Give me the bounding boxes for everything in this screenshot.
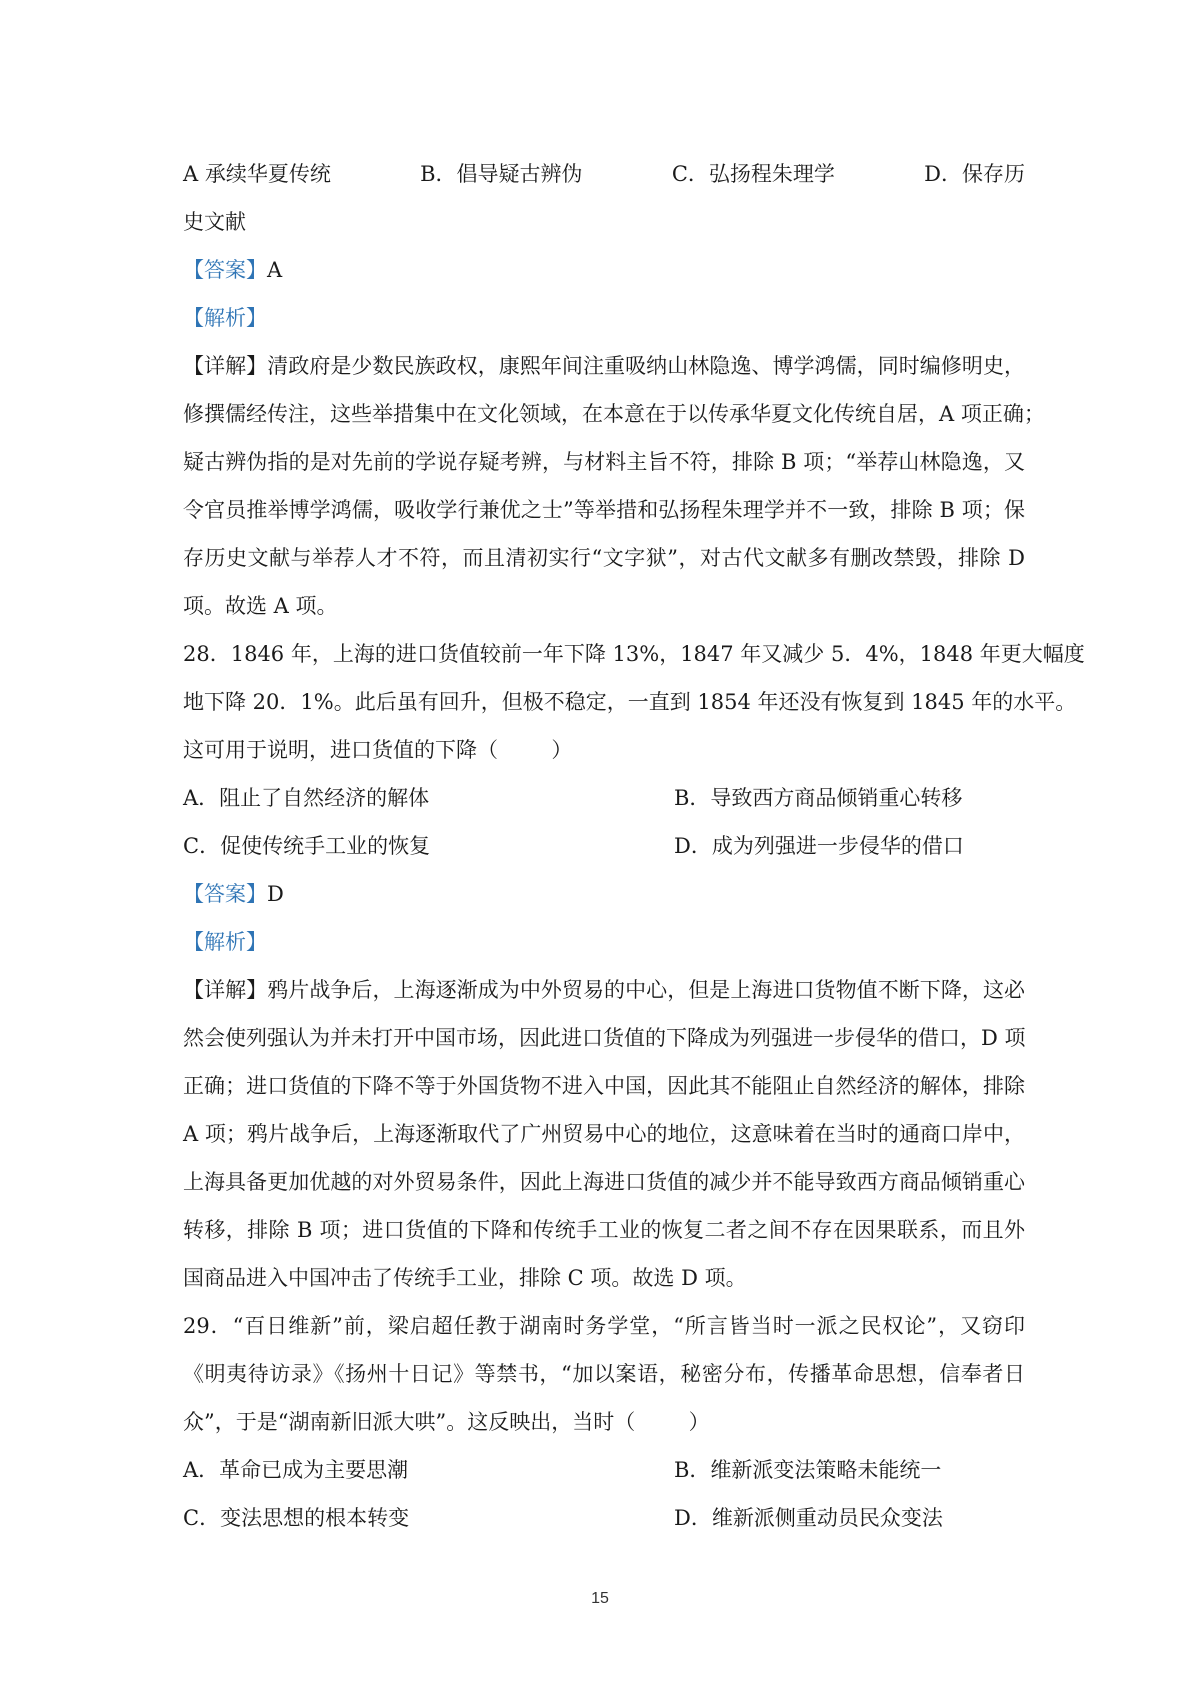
answer-value: A [267,258,283,282]
q28-detail-line-7: 国商品进入中国冲击了传统手工业，排除 C 项。故选 D 项。 [183,1266,747,1290]
q28-detail-line-4: A 项；鸦片战争后，上海逐渐取代了广州贸易中心的地位，这意味着在当时的通商口岸中， [183,1122,1025,1146]
q27-analysis-tag: 【解析】 [183,306,267,330]
q28-detail-line-1: 【详解】鸦片战争后，上海逐渐成为中外贸易的中心，但是上海进口货物值不断下降，这必 [183,978,1026,1002]
q28-options-row-2 [183,822,1025,870]
q27-option-c: C．弘扬程朱理学 [671,162,835,186]
q28-options-row-1 [183,774,1025,822]
q27-option-b: B．倡导疑古辨伪 [420,162,583,186]
q27-option-d-wrap: 史文献 [183,210,246,234]
q27-detail-line-1: 【详解】清政府是少数民族政权，康熙年间注重吸纳山林隐逸、博学鸿儒，同时编修明史， [183,354,1026,378]
q29-options-row-1 [183,1446,1025,1494]
q27-detail-line-4: 令官员推举博学鸿儒，吸收学行兼优之士”等举措和弘扬程朱理学并不一致，排除 B 项；保 [183,498,1025,522]
q28-option-a: A．阻止了自然经济的解体 [183,786,430,810]
q29-option-a: A．革命已成为主要思潮 [183,1458,409,1482]
q29-options-row-2 [183,1494,1025,1542]
detail-tag: 【详解】 [183,978,268,1002]
q27-answer [183,246,1025,294]
q28-detail-line-6: 转移，排除 B 项；进口货值的下降和传统手工业的恢复二者之间不存在因果联系，而且外 [183,1218,1025,1242]
q29-option-c: C．变法思想的根本转变 [183,1506,410,1530]
q28-stem-line-1: 28．1846 年，上海的进口货值较前一年下降 13%，1847 年又减少 5．4%，1848 年更大幅度 [183,642,1085,666]
q28-stem-line-3: 这可用于说明，进口货值的下降（ ） [183,738,573,762]
q29-stem-line-1: 29．“百日维新”前，梁启超任教于湖南时务学堂，“所言皆当时一派之民权论”，又窃印 [183,1314,1025,1338]
q27-options-row [183,150,1025,198]
q28-option-d: D．成为列强进一步侵华的借口 [674,834,964,858]
q29-stem-line-2: 《明夷待访录》《扬州十日记》等禁书，“加以案语，秘密分布，传播革命思想，信奉者日 [183,1362,1025,1386]
q29-stem-line-3: 众”，于是“湖南新旧派大哄”。这反映出，当时（ ） [183,1410,710,1434]
document-page [183,150,1085,1542]
q27-detail-line-5: 存历史文献与举荐人才不符，而且清初实行“文字狱”，对古代文献多有删改禁毁，排除 D [183,546,1025,570]
page-number: 15 [591,1590,609,1607]
q28-option-c: C．促使传统手工业的恢复 [183,834,431,858]
q28-answer [183,870,1025,918]
q29-option-d: D．维新派侧重动员民众变法 [674,1506,943,1530]
q27-detail-line-6: 项。故选 A 项。 [183,594,338,618]
q27-detail-line-3: 疑古辨伪指的是对先前的学说存疑考辨，与材料主旨不符，排除 B 项；“举荐山林隐逸，又 [183,450,1025,474]
q28-stem-line-2: 地下降 20．1%。此后虽有回升，但极不稳定，一直到 1854 年还没有恢复到 1845 年的水平。 [183,690,1077,714]
q28-detail-line-5: 上海具备更加优越的对外贸易条件，因此上海进口货值的减少并不能导致西方商品倾销重心 [183,1170,1025,1194]
answer-tag: 【答案】 [183,258,267,282]
q29-option-b: B．维新派变法策略未能统一 [674,1458,942,1482]
q28-option-b: B．导致西方商品倾销重心转移 [674,786,963,810]
q28-detail-line-3: 正确；进口货值的下降不等于外国货物不进入中国，因此其不能阻止自然经济的解体，排除 [183,1074,1025,1098]
q27-option-d: D．保存历 [924,162,1025,186]
q27-detail-line-2: 修撰儒经传注，这些举措集中在文化领域，在本意在于以传承华夏文化传统自居，A 项正确； [183,402,1045,426]
q28-detail-line-2: 然会使列强认为并未打开中国市场，因此进口货值的下降成为列强进一步侵华的借口，D 项 [183,1026,1026,1050]
q27-option-a: A 承续华夏传统 [183,162,331,186]
answer-value: D [267,882,284,906]
detail-tag: 【详解】 [183,354,268,378]
q28-analysis-tag: 【解析】 [183,930,267,954]
answer-tag: 【答案】 [183,882,267,906]
